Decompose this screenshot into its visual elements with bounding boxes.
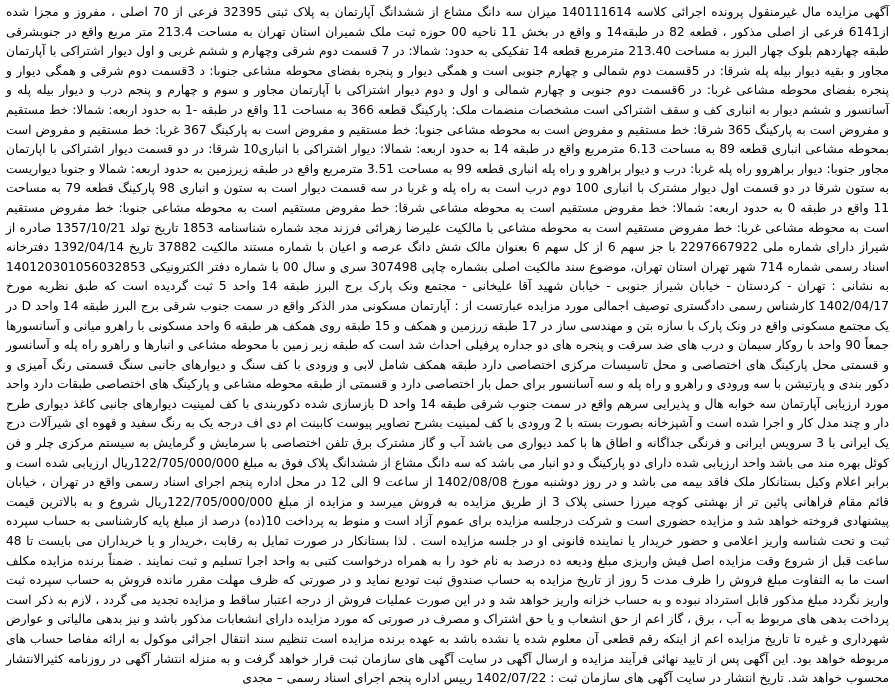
notice-text: آگهی مزایده مال غیرمنقول پرونده اجرائی کلاسه 140111614 میزان سه دانگ مشاع از ششدانگ آپارتمان به پلاک ثبتی 32395 فرعی از 70 اصلی ، مفروز و مجزا شده از6141 فرعی از اصلی مذکور ، قطعه 82 در طبقه14 و واقع در بخش 11 ناحیه 00 حوزه ثبت ملک شمیران استان تهران به مساحت 213.4 متر مربع واقع در جنوبشرقی طبقه چهاردهم بلوک چهار البرز به مساحت 213.40 مترمربع قطعه 14 تفکیکی به حدود: شمالا: در 7 قسمت دوم شرقی وچهارم و ششم غربی و اول دیوار اشتراکی با آپارتمان مجاور و بقیه دیوار بیله پله شرقا: در 5قسمت دوم شمالی و چهارم جنوبی است و همگی دیوار و پنجره بفضای محوطه مشاعی جنوبا: د 3قسمت دوم شرقی و همگی دیوار و پنجره بفضای محوطه مشاعی غربا: در 6قسمت دوم جنوبی و چهارم شمالی و اول و دوم دیوار اشتراکی با آپارتمان مجاور و سوم و چهارم و پنجم درب و دیوار بیله پله و آسانسور و ششم دیوار به انباری کف و سقف اشتراکی است مشخصات منضمات ملک: پارکینگ قطعه 366 به مساحت 11 واقع در طبقه -1 به حدود اربعه: شمالا: خط مستقیم و مفروض است به پارکینگ 365 شرقا: خط مستقیم و مفروض است به محوطه مشاعی جنوبا: خط مستقیم و مفروض است به پارکینگ 367 غربا: خط مستقیم و مفروض است بمحوطه مشاعی انباری قطعه 89 به مساحت 6.13 مترمربع واقع در طبقه 14 به حدود اربعه: شمالا: دیوار اشتراکی با انباری10 شرقا: در دو قسمت دیوار اشتراکی با اپارتمان مجاور جنوبا: دیوار براهروو راه پله غربا: درب و دیوار براهرو و راه پله انباری قطعه 99 به مساحت 3.51 مترمربع واقع در طبقه زیرزمین به حدود اربعه: شمالا و جنوبا دیواریست به ستون شرقا در دو قسمت اول دیوار مشترک با انباری 100 دوم درب است به راه پله و غربا در سه قسمت دیوار است به ستون و انباری 98 پارکینگ قطعه 79 به مساحت 11 واقع در طبقه 0 به حدود اربعه: شمالا: خط مفروض مستقیم است به محوطه مشاعی شرقا: خط مفروض مستقیم است به محوطه مشاعی جنوبا: خط مفروض مستقیم است به محوطه مشاعی غربا: خط مفروض مستقیم است به محوطه مشاعی با مالکیت علیرضا زهرائی فرزند مجد شماره شناسنامه 1853 تاریخ تولد 1357/10/21 صادره از شیراز دارای شماره ملی 2297667922 با جز سهم 6 از کل سهم 6 بعنوان مالک شش دانگ عرصه و اعیان با شماره مستند مالکیت 37882 تاریخ 1392/04/14 دفترخانه اسناد رسمی شماره 714 شهر تهران استان تهران، موضوع سند مالکیت اصلی بشماره چاپی 307498 سری و سال 00 با شماره دفتر الکترونیکی 140120301056032853 به نشانی : تهران - کردستان - خیابان شیراز جنوبی - خیابان شهید آقا علیخانی - مجتمع ونک پارک برج البرز طبقه 14 واحد 5 ثبت گردیده است که طبق نظریه مورخ 1402/04/17 کارشناس رسمی دادگستری توصیف اجمالی مورد مزایده عبارتست از : آپارتمان مسکونی مدر الذکر واقع در سمت جنوب شرقی برج البرز طبقه 14 واحد D در یک مجتمع مسکونی واقع در ونک پارک با سازه بتن و مهندسی ساز در 17 طبقه زرزمین و همکف و 15 طبقه روی همکف هر طبقه 6 واحد مسکونی با راهرو میانی و آسانسورها جمعاً 90 واحد با روکار سیمان و درب های ضد سرقت و پنجره های دو جداره پرفیلی احداث شد است که طبقه زیر زمین با محوطه مشاعی و انبارها و راهرو راه پله و آسانسور و قسمتی محل پارکینگ های اختصاصی و محل تاسیسات مرکزی اختصاصی دارد طبقه همکف شامل لابی و ورودی با کف سنگ و دیوارهای جانبی سنگ قسمتی رنگ آمیزی و دکور بندی و پارتیشن با سه ورودی و راهرو و راه پله و سه آسانسور برای حمل بار اختصاصی دارد و قسمتی از طبقه محوطه مشاعی و پارکینگ های اختصاصی طبقات دارد واحد مورد ارزیابی آپارتمان سه خوابه هال و پذیرایی سرهم واقع در سمت جنوب شرقی طبقه 14 واحد D بازسازی شده دکوربندی با کف لمینیت دیوارهای جانبی کاغذ دیواری طرح دار و چند مدل کار و اجرا شده است و آشپزخانه بصورت بسته با 2 ورودی با کف لمینیت بشرح تصاویر پیوست کابینت ام دی اف درجه یک به رنگ سفید و قهوه ای شیرآلات درج یک ایرانی با 3 سرویس ایرانی و فرنگی جداگانه و اطاق ها با کمد دیواری می باشد آب و گاز مشترک برق تلفن اختصاصی با سرمایش و گرمایش به سیستم مرکزی چلر و فن کوئل بهره مند می باشد واحد ارزیابی شده دارای دو پارکینگ و دو انبار می باشد که سه دانگ مشاع از ششدانگ پلاک فوق به مبلغ 122/705/000/000ریال ارزیابی شده است و برابر اعلام وکیل بستانکار ملک فاقد بیمه می باشد و در روز دوشنبه مورخ 1402/08/08 از ساعت 9 الی 12 در محل اداره پنجم اجرای اسناد رسمی واقع در تهران ، خیابان قائم مقام فراهانی پائین تر از بهشتی کوچه میرزا حسنی پلاک 3 از طریق مزایده به فروش میرسد و مزایده از مبلغ 122/705/000/000ریال شروع و به بالاترین قیمت پیشنهادی فروخته خواهد شد و مزایده حضوری است و شرکت درجلسه مزایده برای عموم آزاد است و منوط به پرداخت 10(ده) درصد از مبلغ پایه کارشناسی به حساب سپرده ثبت و تحت شناسه واریز اعلامی و حضور خریدار یا نماینده قانونی او در جلسه مزایده است . لذا بستانکار در صورت تمایل به رقابت ،خریدار و یا خریداران می بایست تا 48 ساعت قبل از شروع وقت مزایده اصل فیش واریزی مبلغ ودیعه ده درصد به نام خود را به همراه درخواست کتبی به واحد اجرا تسلیم و ثبت نمایند . ضمناً برنده مزایده مکلف است ما به التفاوت مبلغ فروش را ظرف مدت 5 روز از تاریخ مزایده به حساب صندوق ثبت تودیع نماید و در صورتی که ظرف مهلت مقرر مانده فروش به حساب سپرده ثبت واریز نگردد مبلغ مذکور قابل استرداد نبوده و به حساب خزانه واریز خواهد شد و در این صورت عملیات فروش از درجه اعتبار ساقط و مزایده تجدید می گردد ، لازم به ذکر است پرداخت بدهی های مربوط به آب ، برق ، گاز اعم از حق انشعاب و یا حق اشتراک و مصرف در صورتی که مورد مزایده دارای انشعابات مذکور باشد و نیز بدهی مالیاتی و عوارض شهرداری و غیره تا تاریخ مزایده اعم از اینکه رقم قطعی آن معلوم شده یا نشده باشد به عهده برنده مزایده است تنظیم سند انتقال اجرائی موکول به ارائه مفاصا حساب های مربوطه خواهد بود. این آگهی پس از تایید نهائی فرآیند مزایده و ارسال آگهی در سایت آگهی های سازمان ثبت قرار خواهد گرفت و به منزله انتشار آگهی در روزنامه کثیرالانتشار محسوب خواهد شد. تاریخ انتشار در سایت آگهی های سازمان ثبت : 1402/07/22 رییس اداره پنجم اجرای اسناد رسمی – مجدی	[6, 5, 890, 686]
